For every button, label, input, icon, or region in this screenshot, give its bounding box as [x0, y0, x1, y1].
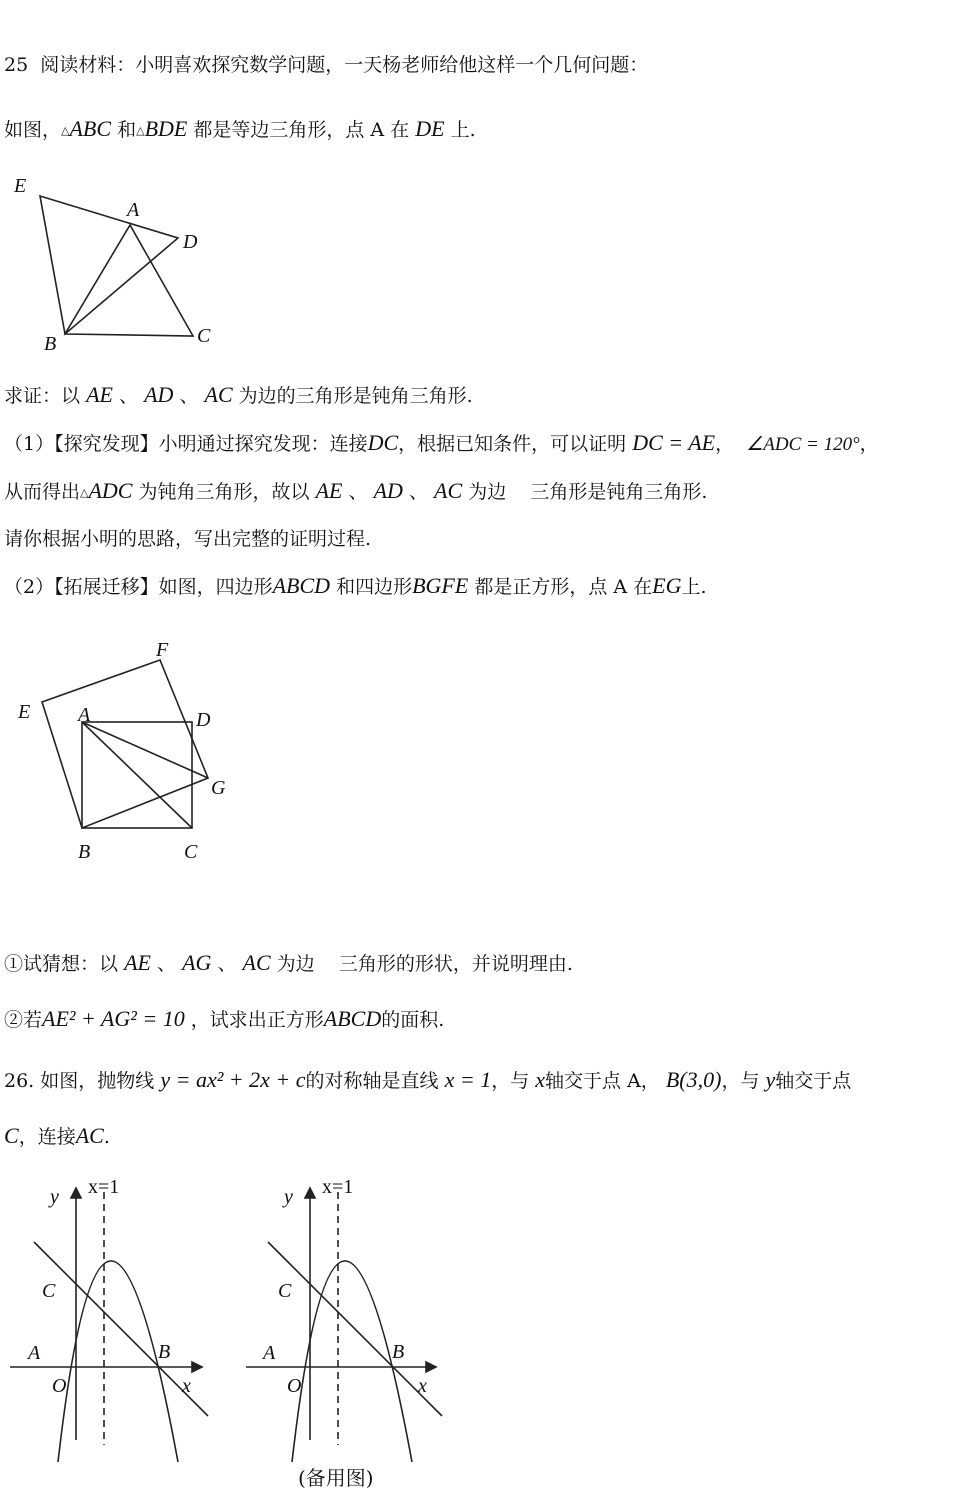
- label-a2: A: [78, 704, 91, 726]
- label-a: A: [127, 199, 140, 221]
- spare-figure-caption: (备用图): [298, 1466, 374, 1490]
- q25-sub2: ②若AE² + AG² = 10 ，试求出正方形ABCD的面积.: [4, 1006, 445, 1031]
- q26-line1: 26. 如图，抛物线 y = ax² + 2x + c的对称轴是直线 x = 1，与 x轴交于点 A， B(3,0)，与 y轴交于点: [4, 1067, 852, 1092]
- q25-given: 如图，△ABC 和△BDE 都是等边三角形，点 A 在 DE 上.: [4, 116, 476, 141]
- q25-part1-line2: 从而得出△ADC 为钝角三角形，故以 AE 、 AD 、 AC 为边 三角形是钝角三角形.: [4, 478, 708, 503]
- label-b-graph-2: B: [392, 1341, 405, 1363]
- label-x1-2: x=1: [322, 1176, 354, 1198]
- label-c-graph-2: C: [278, 1280, 292, 1302]
- label-e2: E: [18, 701, 31, 723]
- label-f: F: [156, 639, 169, 661]
- label-d2: D: [196, 709, 211, 731]
- q25-part1-line1: （1）【探究发现】小明通过探究发现：连接DC，根据已知条件，可以证明 DC = AE， ∠ADC = 120°，: [4, 430, 879, 455]
- label-d: D: [183, 231, 198, 253]
- q25-intro: 25 阅读材料：小明喜欢探究数学问题，一天杨老师给他这样一个几何问题：: [4, 54, 649, 76]
- label-b2: B: [78, 841, 91, 863]
- label-b-graph: B: [158, 1341, 171, 1363]
- label-c-graph: C: [42, 1280, 56, 1302]
- label-x1: x=1: [88, 1176, 120, 1198]
- label-c2: C: [184, 841, 198, 863]
- label-x: x: [182, 1375, 191, 1397]
- label-b: B: [44, 333, 57, 355]
- label-g: G: [211, 777, 226, 799]
- label-a-graph: A: [28, 1342, 41, 1364]
- q25-prove: 求证：以 AE 、 AD 、 AC 为边的三角形是钝角三角形.: [4, 382, 473, 407]
- label-o-2: O: [287, 1375, 302, 1397]
- q26-line2: C，连接AC.: [4, 1123, 110, 1148]
- q25-part1-line3: 请你根据小明的思路，写出完整的证明过程.: [4, 528, 372, 550]
- label-a-graph-2: A: [263, 1342, 276, 1364]
- label-y: y: [50, 1186, 59, 1208]
- q25-sub1: ①试猜想：以 AE 、 AG 、 AC 为边 三角形的形状，并说明理由.: [4, 950, 573, 975]
- label-x-2: x: [418, 1375, 427, 1397]
- label-o: O: [52, 1375, 67, 1397]
- label-e: E: [14, 175, 27, 197]
- label-c: C: [197, 325, 211, 347]
- label-y-2: y: [284, 1186, 293, 1208]
- q25-part2: （2）【拓展迁移】如图，四边形ABCD 和四边形BGFE 都是正方形，点 A 在EG上.: [4, 573, 707, 598]
